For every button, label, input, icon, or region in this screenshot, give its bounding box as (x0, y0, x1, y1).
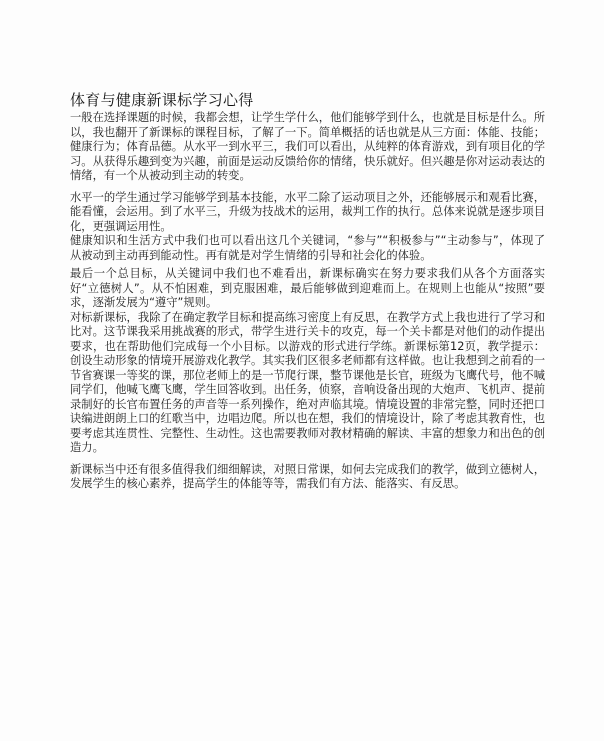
paragraph-health-keywords: 健康知识和生活方式中我们也可以看出这几个关键词，“参与”“积极参与”“主动参与”，体现了从被动到主动再到能动性。再有就是对学生情绪的引导和社会化的体验。 (70, 234, 545, 262)
document-title: 体育与健康新课标学习心得 (70, 91, 254, 109)
paragraph-goals: 一般在选择课题的时候，我都会想，让学生学什么，他们能够学到什么，也就是目标是什么。所以，我也翻开了新课标的课程目标，了解了一下。简单概括的话也就是从三方面：体能、技能；健康行为；体育品德。从水平一到水平三，我们可以看出，从纯粹的体育游戏，到有项目化的学习。从获得乐趣到变为兴趣，前面是运动反馈给你的情绪，快乐就好。但兴趣是你对运动表达的情绪，有一个从被动到主动的转变。 (70, 111, 545, 182)
paragraph-levels: 水平一的学生通过学习能够学到基本技能，水平二除了运动项目之外，还能够展示和观看比赛，能看懂，会运用。到了水平三，升级为技战术的运用，裁判工作的执行。总体来说就是逐步项目化，更强调运用性。 (70, 190, 545, 233)
paragraph-conclusion: 新课标当中还有很多值得我们细细解读，对照日常课，如何去完成我们的教学，做到立德树人，发展学生的核心素养，提高学生的体能等等，需我们有方法、能落实、有反思。 (70, 462, 545, 490)
paragraph-reflection: 对标新课标，我除了在确定教学目标和提高练习密度上有反思，在教学方式上我也进行了学习和比对。这节课我采用挑战赛的形式，带学生进行关卡的攻克，每一个关卡都是对他们的动作提出要求，也在帮助他们完成每一个小目标。以游戏的形式进行学练。新课标第12页，教学提示：创设生动形象的情境开展游戏化教学。其实我们区很多老师都有这样做。也让我想到之前看的一节省赛课一等奖的课，那位老师上的是一节爬行课，整节课他是长官，班级为飞鹰代号，他不喊同学们，他喊飞鹰飞鹰，学生回答收到。出任务，侦察，音响设备出现的大炮声、飞机声、提前录制好的长官布置任务的声音等一系列操作，绝对声临其境。情境设置的非常完整，同时还把口诀编进朗朗上口的红歌当中，边唱边爬。所以也在想，我们的情境设计，除了考虑其教育性，也要考虑其连贯性、完整性、生动性。这也需要教师对教材精确的解读、丰富的想象力和出色的创造力。 (70, 310, 545, 454)
paragraph-final-goal: 最后一个总目标，从关键词中我们也不难看出，新课标确实在努力要求我们从各个方面落实好“立德树人”。从不怕困难，到克服困难，最后能够做到迎难而上。在规则上也能从“按照”要求，逐渐发展为“遵守”规则。 (70, 267, 545, 309)
document-body (70, 91, 545, 492)
